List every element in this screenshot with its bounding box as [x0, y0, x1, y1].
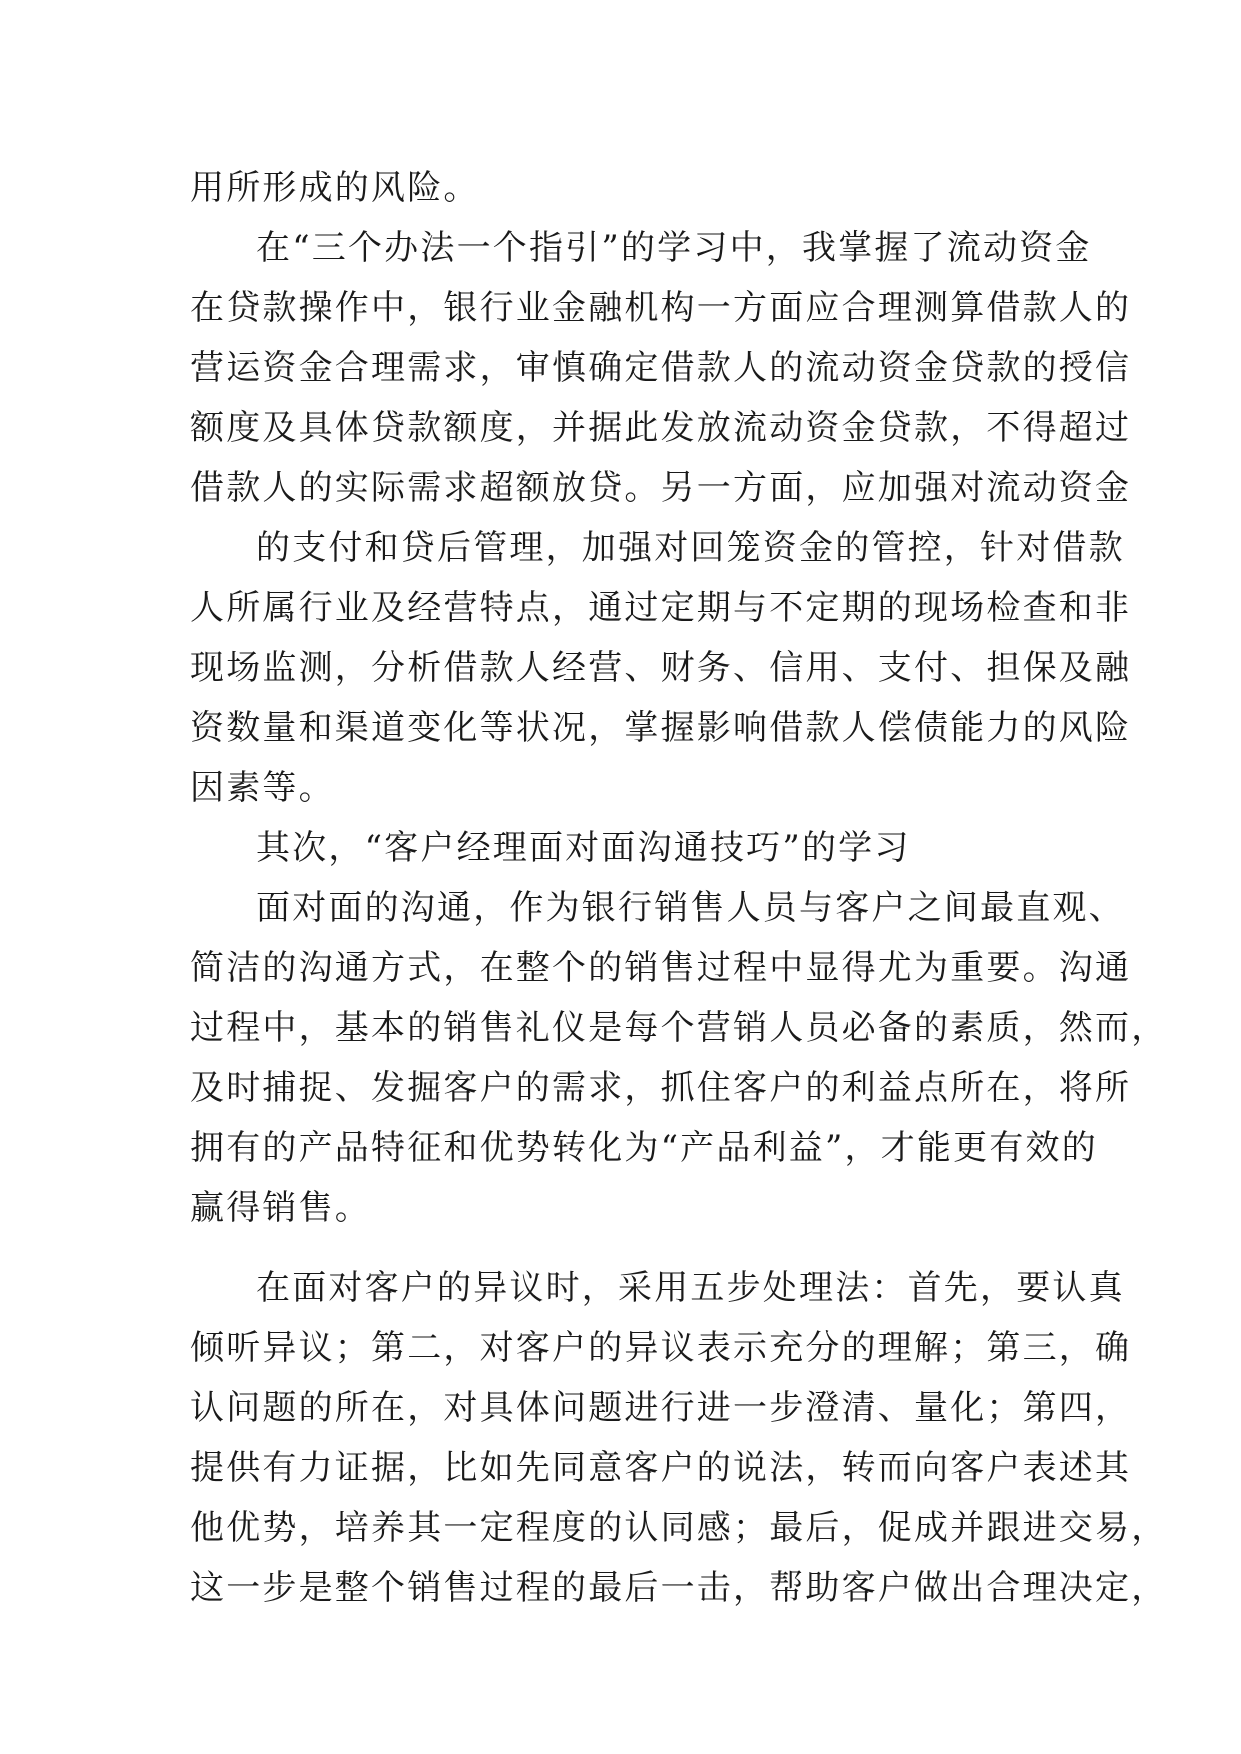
text-line: 在贷款操作中，银行业金融机构一方面应合理测算借款人的 — [190, 288, 1132, 328]
text-line: 用所形成的风险。 — [190, 168, 480, 208]
text-line: 这一步是整个销售过程的最后一击，帮助客户做出合理决定， — [190, 1568, 1168, 1608]
text-line: 营运资金合理需求，审慎确定借款人的流动资金贷款的授信 — [190, 348, 1132, 388]
text-line: 借款人的实际需求超额放贷。另一方面，应加强对流动资金 — [190, 468, 1132, 508]
text-line: 他优势，培养其一定程度的认同感；最后，促成并跟进交易， — [190, 1508, 1168, 1548]
paragraph-start-line: 在面对客户的异议时，采用五步处理法：首先，要认真 — [256, 1268, 1125, 1308]
paragraph-start-line: 在“三个办法一个指引”的学习中，我掌握了流动资金 — [256, 228, 1092, 268]
text-line: 现场监测，分析借款人经营、财务、信用、支付、担保及融 — [190, 648, 1132, 688]
text-line: 过程中，基本的销售礼仪是每个营销人员必备的素质，然而， — [190, 1008, 1168, 1048]
paragraph-start-line: 的支付和贷后管理，加强对回笼资金的管控，针对借款 — [256, 528, 1125, 568]
text-line: 倾听异议；第二，对客户的异议表示充分的理解；第三，确 — [190, 1328, 1132, 1368]
text-line: 资数量和渠道变化等状况，掌握影响借款人偿债能力的风险 — [190, 708, 1132, 748]
text-line: 及时捕捉、发掘客户的需求，抓住客户的利益点所在，将所 — [190, 1068, 1132, 1108]
text-line: 认问题的所在，对具体问题进行进一步澄清、量化；第四， — [190, 1388, 1132, 1428]
text-line: 提供有力证据，比如先同意客户的说法，转而向客户表述其 — [190, 1448, 1132, 1488]
text-line: 赢得销售。 — [190, 1188, 371, 1228]
text-line: 简洁的沟通方式，在整个的销售过程中显得尤为重要。沟通 — [190, 948, 1132, 988]
text-line: 因素等。 — [190, 768, 335, 808]
text-line: 拥有的产品特征和优势转化为“产品利益”，才能更有效的 — [190, 1128, 1098, 1168]
text-line: 额度及具体贷款额度，并据此发放流动资金贷款，不得超过 — [190, 408, 1132, 448]
text-line: 人所属行业及经营特点，通过定期与不定期的现场检查和非 — [190, 588, 1132, 628]
section-heading: 其次，“客户经理面对面沟通技巧”的学习 — [256, 828, 911, 868]
paragraph-start-line: 面对面的沟通，作为银行销售人员与客户之间最直观、 — [256, 888, 1125, 928]
